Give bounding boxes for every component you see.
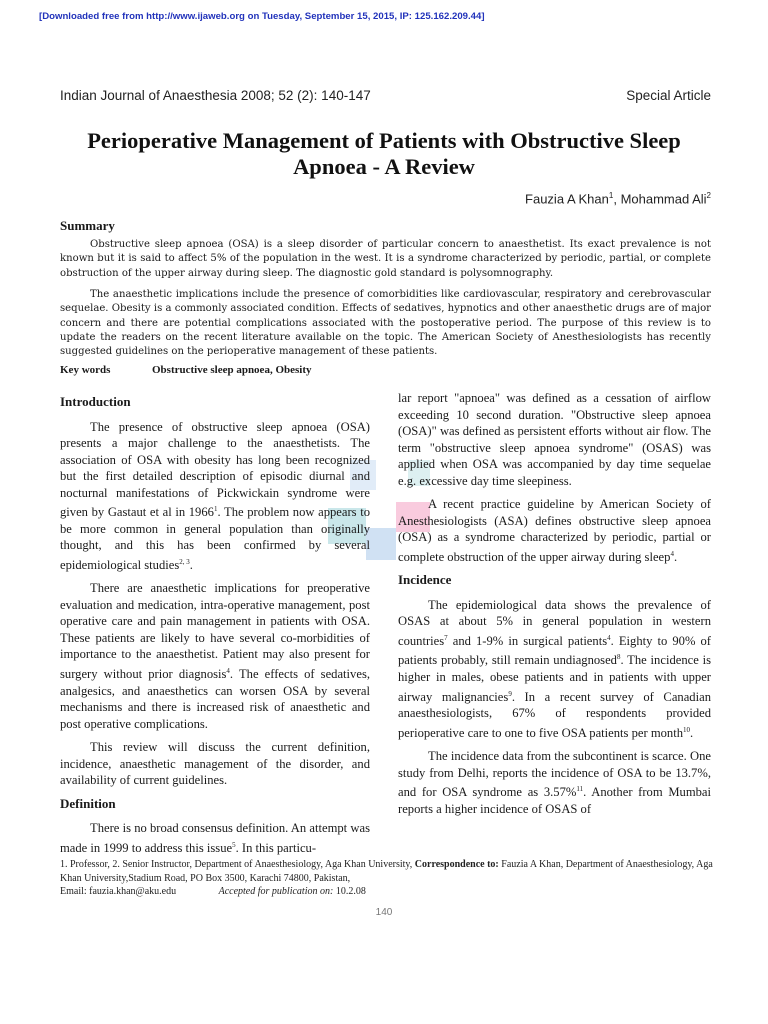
correspondence-label: Correspondence to:	[414, 859, 499, 870]
body-paragraph	[398, 748, 711, 817]
text-run: . The effects of sedatives, analgesics, and anaesthetics can worsen OSA by several mechanisms and there is increased risk of anaesthetic and post operative complications.	[60, 667, 370, 731]
citation-ref: 4	[670, 549, 674, 558]
body-paragraph	[60, 419, 370, 574]
accepted-date: 10.2.08	[335, 886, 366, 897]
text-run: The incidence data from the subcontinent is scarce. One study from Delhi, reports the incidence of OSA to be 13.7%, and for OSA syndrome as 3.57%	[398, 749, 711, 800]
keywords-value: Obstructive sleep apnoea, Obesity	[152, 364, 312, 376]
footnote-affiliations: 1. Professor, 2. Senior Instructor, Department of Anaesthesiology, Aga Khan University,	[60, 859, 413, 870]
author-affiliation: 1	[608, 191, 614, 200]
citation-ref: 4	[226, 666, 230, 675]
summary-heading: Summary	[60, 218, 115, 233]
article-type: Special Article	[626, 88, 711, 103]
citation-ref: 8	[616, 653, 621, 662]
body-paragraph	[60, 580, 370, 732]
citation-ref: 4	[607, 633, 611, 642]
author-name: Fauzia A Khan	[525, 191, 609, 207]
footnote	[60, 858, 715, 899]
text-run: .	[189, 557, 193, 572]
text-run: The epidemiological data shows the prevalence of OSAS at about 5% in general population in western countries	[398, 597, 711, 648]
section-heading-incidence: Incidence	[398, 572, 452, 588]
text-run: There is no broad consensus definition. An attempt was made in 1999 to address this issue	[60, 821, 370, 855]
right-column	[398, 390, 711, 840]
author-affiliation: 2	[706, 191, 711, 200]
citation-ref: 10	[683, 725, 691, 734]
citation-ref: 9	[508, 689, 512, 698]
authors: Fauzia A Khan$^1$, Mohammad Ali$^2$	[525, 191, 711, 207]
keywords-label: Key words	[60, 364, 111, 376]
text-run: . In this particu-	[235, 840, 317, 855]
journal-citation: Indian Journal of Anaesthesia 2008; 52 (2): 140-147	[60, 88, 371, 103]
keywords	[60, 364, 312, 376]
body-paragraph: This review will discuss the current definition, incidence, anaesthetic management of the disorder, and availability of current guidelines.	[60, 740, 370, 788]
citation-ref: 11	[576, 785, 584, 794]
text-run: The presence of obstructive sleep apnoea (OSA) presents a major challenge to the anaesthetists. The association of OSA with obesity has long been recognized but the first detailed description of episodic diurnal and nocturnal manifestations of Pickwickain syndrome were given by Gastaut et al in 1966	[60, 419, 370, 520]
section-heading-definition: Definition	[60, 795, 116, 811]
body-paragraph	[398, 496, 711, 565]
section-heading-introduction: Introduction	[60, 394, 131, 409]
download-banner: [Downloaded free from http://www.ijaweb.org on Tuesday, September 15, 2015, IP: 125.162.209.44]	[39, 11, 485, 22]
accepted-label: Accepted for publication on:	[218, 886, 334, 897]
body-paragraph	[398, 597, 711, 742]
body-paragraph-continued: lar report "apnoea" was defined as a cessation of airflow exceeding 10 second duration. "Obstructive sleep apnoea (OSA)" was defined as persistent efforts without air flow. The term "obstructive sleep apnoea syndrome" (OSAS) was applied when OSA was accompanied by day time sequelae e.g. excessive day time sleepiness.	[398, 391, 711, 488]
page-number: 140	[375, 907, 393, 918]
text-run: . The problem now appears to be more common in general population than originally thought, and this has been confirmed by several epidemiological studies	[60, 505, 370, 572]
text-run: . The incidence is higher in males, obese patients and in patients with upper airway malignancies	[398, 653, 711, 704]
text-run: A recent practice guideline by American Society of Anesthesiologists (ASA) defines obstructive sleep apnoea (OSA) as a syndrome characterized by periodic, partial or complete obstruction of the upper airway during sleep	[398, 497, 711, 564]
author-name: Mohammad Ali	[620, 191, 707, 207]
citation-ref: 5	[232, 840, 236, 849]
abstract-paragraph: Obstructive sleep apnoea (OSA) is a sleep disorder of particular concern to anaesthetist. Its exact prevalence is not known but it is said to affect 5% of the population in the west. It is a syndrome characterized by periodic, partial, or complete obstruction of the upper airway during sleep. The diagnostic gold standard is polysomnography.	[60, 239, 711, 279]
body-paragraph	[60, 820, 370, 856]
citation-ref: 1	[213, 505, 218, 513]
text-run: There are anaesthetic implications for preoperative evaluation and medication, intra-operative management, post operative care and pain management in patients with OSA. These patients are likely to have several co-morbidities of importance to the anaesthetist. Patient may also present for surgery without prior diagnosis	[60, 581, 370, 682]
text-run: .	[690, 725, 694, 740]
text-run: and 1-9% in surgical patients	[447, 633, 608, 648]
abstract-paragraph: The anaesthetic implications include the presence of comorbidities like cardiovascular, respiratory and cerebrovascular sequelae. Obesity is a commonly associated condition. Effects of sedatives, hypnotics and other anaesthetic drugs are of major concern and there are potential complications associated with the postoperative period. The purpose of this review is to update the readers on the recent literature available on the topic. The American Society of Anesthesiologists has recently suggested guidelines on the perioperative management of these patients.	[60, 289, 711, 358]
text-run: . In a recent survey of Canadian anaesthesiologists, 67% of respondents provided perioperative care to one to five OSA patients per month	[398, 689, 711, 740]
correspondence-text: Fauzia A Khan, Department of Anaesthesiology, Aga Khan University,Stadium Road, PO Box 3500, Karachi 74800, Pakistan,	[60, 859, 713, 884]
article-title: Perioperative Management of Patients with Obstructive Sleep Apnoea - A Review	[87, 128, 681, 179]
text-run: .	[673, 549, 678, 564]
citation-ref: 7	[444, 633, 448, 642]
correspondence-email: Email: fauzia.khan@aku.edu	[60, 886, 177, 897]
text-run: . Eighty to 90% of patients probably, still remain undiagnosed	[398, 633, 711, 668]
citation-ref: 2, 3	[179, 557, 190, 566]
left-column	[60, 391, 370, 855]
text-run: . Another from Mumbai reports a higher incidence of OSAS of	[398, 785, 711, 817]
